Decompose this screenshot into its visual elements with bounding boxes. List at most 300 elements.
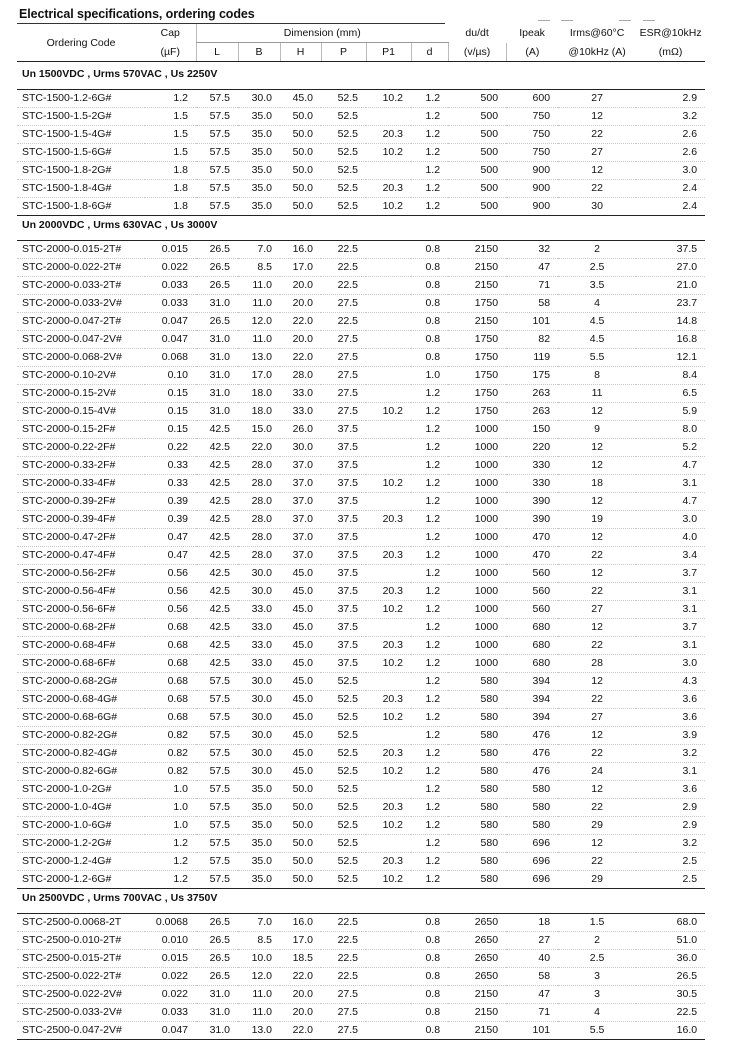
- cell-dim-l: 26.5: [196, 932, 238, 950]
- cell-dim-p1: 10.2: [366, 763, 411, 781]
- cell-ipeak: 750: [506, 108, 558, 126]
- cell-esr: 3.0: [636, 162, 705, 180]
- cell-dudt: 500: [448, 198, 506, 216]
- cell-irms: 2: [558, 241, 636, 259]
- cell-dim-p: 37.5: [321, 565, 366, 583]
- cell-dim-p: 27.5: [321, 295, 366, 313]
- cell-dim-l: 57.5: [196, 835, 238, 853]
- cell-dim-b: 12.0: [238, 968, 280, 986]
- cell-esr: 36.0: [636, 950, 705, 968]
- cell-ordering-code: STC-2000-0.68-6G#: [17, 709, 145, 727]
- cell-dudt: 1000: [448, 439, 506, 457]
- table-row: [17, 457, 705, 475]
- cell-dim-p1: 20.3: [366, 547, 411, 565]
- cell-irms: 4.5: [558, 313, 636, 331]
- cell-irms: 24: [558, 763, 636, 781]
- cell-dim-b: 28.0: [238, 493, 280, 511]
- cell-dim-b: 28.0: [238, 511, 280, 529]
- cell-irms: 1.5: [558, 914, 636, 932]
- cell-ordering-code: STC-2000-0.15-4V#: [17, 403, 145, 421]
- cell-dim-l: 57.5: [196, 709, 238, 727]
- cell-esr: 3.1: [636, 637, 705, 655]
- cell-dim-l: 57.5: [196, 180, 238, 198]
- cell-dim-p: 52.5: [321, 835, 366, 853]
- cell-ordering-code: STC-2000-0.033-2V#: [17, 295, 145, 313]
- cell-dim-l: 42.5: [196, 439, 238, 457]
- cell-irms: 2.5: [558, 950, 636, 968]
- cell-ordering-code: STC-2000-0.022-2T#: [17, 259, 145, 277]
- cell-dim-h: 33.0: [280, 403, 321, 421]
- cell-esr: 3.1: [636, 583, 705, 601]
- cell-ipeak: 58: [506, 968, 558, 986]
- cell-ipeak: 696: [506, 853, 558, 871]
- cell-dim-p1: [366, 986, 411, 1004]
- cell-cap: 0.22: [145, 439, 196, 457]
- cell-dim-p1: 10.2: [366, 198, 411, 216]
- cell-dudt: 2150: [448, 241, 506, 259]
- cell-irms: 5.5: [558, 349, 636, 367]
- cell-cap: 1.5: [145, 126, 196, 144]
- cell-dim-p1: [366, 619, 411, 637]
- cell-dim-h: 20.0: [280, 1004, 321, 1022]
- cell-irms: 4: [558, 1004, 636, 1022]
- cell-dim-l: 57.5: [196, 799, 238, 817]
- cell-ordering-code: STC-2000-0.82-4G#: [17, 745, 145, 763]
- cell-esr: 14.8: [636, 313, 705, 331]
- cell-dim-p1: [366, 241, 411, 259]
- header-ordering-code: Ordering Code: [17, 24, 145, 62]
- cell-irms: 3: [558, 968, 636, 986]
- cell-dim-b: 13.0: [238, 1022, 280, 1040]
- section-heading: Un 2000VDC , Urms 630VAC , Us 3000V: [22, 219, 218, 231]
- table-row: [17, 259, 705, 277]
- table-row: [17, 914, 705, 932]
- cell-ordering-code: STC-2000-0.047-2T#: [17, 313, 145, 331]
- cell-irms: 12: [558, 619, 636, 637]
- header-dim-d: d: [411, 43, 448, 62]
- cell-esr: 3.1: [636, 763, 705, 781]
- cell-ipeak: 680: [506, 619, 558, 637]
- cell-dim-p: 37.5: [321, 421, 366, 439]
- cell-ipeak: 580: [506, 799, 558, 817]
- cell-ordering-code: STC-2500-0.0068-2T: [17, 914, 145, 932]
- cell-dim-b: 30.0: [238, 709, 280, 727]
- cell-dim-d: 1.2: [411, 565, 448, 583]
- cell-dudt: 2150: [448, 313, 506, 331]
- table-header: [17, 24, 705, 62]
- cell-dim-b: 12.0: [238, 313, 280, 331]
- cell-dim-h: 45.0: [280, 619, 321, 637]
- cell-dim-h: 45.0: [280, 655, 321, 673]
- cell-dim-h: 45.0: [280, 637, 321, 655]
- cell-esr: 5.9: [636, 403, 705, 421]
- table-row: [17, 511, 705, 529]
- cell-dim-p: 27.5: [321, 986, 366, 1004]
- cell-dim-h: 50.0: [280, 162, 321, 180]
- cell-ipeak: 32: [506, 241, 558, 259]
- cell-irms: 28: [558, 655, 636, 673]
- cell-dim-p: 37.5: [321, 619, 366, 637]
- cell-dim-p1: 20.3: [366, 180, 411, 198]
- cell-dim-p1: [366, 727, 411, 745]
- cell-cap: 0.56: [145, 565, 196, 583]
- cell-dim-d: 1.2: [411, 108, 448, 126]
- cell-ipeak: 330: [506, 475, 558, 493]
- cell-cap: 0.68: [145, 655, 196, 673]
- cell-dim-l: 42.5: [196, 493, 238, 511]
- cell-esr: 4.0: [636, 529, 705, 547]
- cell-ordering-code: STC-2000-0.39-2F#: [17, 493, 145, 511]
- cell-dim-d: 0.8: [411, 295, 448, 313]
- cell-ordering-code: STC-1500-1.5-6G#: [17, 144, 145, 162]
- cell-dim-p1: [366, 421, 411, 439]
- cell-dudt: 580: [448, 673, 506, 691]
- cell-dim-p: 52.5: [321, 709, 366, 727]
- cell-ipeak: 58: [506, 295, 558, 313]
- cell-ordering-code: STC-1500-1.8-2G#: [17, 162, 145, 180]
- cell-dim-l: 26.5: [196, 950, 238, 968]
- cell-dim-p1: [366, 493, 411, 511]
- cell-ordering-code: STC-2000-0.56-4F#: [17, 583, 145, 601]
- cell-cap: 1.0: [145, 799, 196, 817]
- cell-dim-d: 1.2: [411, 835, 448, 853]
- cell-dim-d: 1.2: [411, 817, 448, 835]
- cell-esr: 3.2: [636, 108, 705, 126]
- cell-ordering-code: STC-2000-0.33-4F#: [17, 475, 145, 493]
- cell-dudt: 580: [448, 835, 506, 853]
- cell-dim-p1: [366, 781, 411, 799]
- cell-dim-h: 37.0: [280, 457, 321, 475]
- cell-irms: 27: [558, 601, 636, 619]
- cell-dim-d: 1.2: [411, 162, 448, 180]
- cell-dim-l: 42.5: [196, 547, 238, 565]
- cell-dudt: 2150: [448, 1004, 506, 1022]
- cell-dim-h: 16.0: [280, 241, 321, 259]
- cell-dim-b: 35.0: [238, 799, 280, 817]
- cell-dim-d: 0.8: [411, 950, 448, 968]
- cell-dim-b: 35.0: [238, 835, 280, 853]
- cell-dim-b: 8.5: [238, 259, 280, 277]
- table-row: [17, 180, 705, 198]
- cell-dim-d: 1.2: [411, 198, 448, 216]
- cell-ipeak: 390: [506, 493, 558, 511]
- cell-cap: 0.33: [145, 457, 196, 475]
- cell-dim-d: 1.0: [411, 367, 448, 385]
- cell-dim-p: 27.5: [321, 403, 366, 421]
- table-row: [17, 475, 705, 493]
- header-irms: Irms@60°C: [569, 27, 625, 40]
- cell-dudt: 580: [448, 691, 506, 709]
- cell-dim-b: 11.0: [238, 986, 280, 1004]
- table-row: [17, 932, 705, 950]
- table-row: [17, 727, 705, 745]
- cell-dim-h: 50.0: [280, 781, 321, 799]
- cell-irms: 3: [558, 986, 636, 1004]
- cell-irms: 12: [558, 108, 636, 126]
- section-heading-row: [17, 216, 705, 236]
- cell-dim-p: 22.5: [321, 313, 366, 331]
- cell-dim-d: 1.2: [411, 126, 448, 144]
- cell-esr: 51.0: [636, 932, 705, 950]
- cell-ipeak: 750: [506, 144, 558, 162]
- cell-dim-d: 1.2: [411, 853, 448, 871]
- cell-dim-l: 42.5: [196, 421, 238, 439]
- cell-ordering-code: STC-2500-0.015-2T#: [17, 950, 145, 968]
- cell-ordering-code: STC-2000-1.2-6G#: [17, 871, 145, 889]
- cell-dim-h: 16.0: [280, 914, 321, 932]
- cell-dim-p: 37.5: [321, 439, 366, 457]
- table-row: [17, 565, 705, 583]
- table-row: [17, 835, 705, 853]
- cell-dim-p: 22.5: [321, 968, 366, 986]
- cell-dim-d: 1.2: [411, 511, 448, 529]
- cell-cap: 0.56: [145, 601, 196, 619]
- cell-irms: 12: [558, 457, 636, 475]
- cell-ipeak: 47: [506, 986, 558, 1004]
- cell-ipeak: 119: [506, 349, 558, 367]
- cell-esr: 3.0: [636, 655, 705, 673]
- cell-dim-b: 35.0: [238, 853, 280, 871]
- table-row: [17, 349, 705, 367]
- cell-ordering-code: STC-2000-0.068-2V#: [17, 349, 145, 367]
- cell-esr: 3.7: [636, 619, 705, 637]
- cell-dim-d: 1.2: [411, 457, 448, 475]
- cell-dim-p1: 10.2: [366, 871, 411, 889]
- cell-dim-p: 52.5: [321, 673, 366, 691]
- cell-ipeak: 900: [506, 180, 558, 198]
- table-row: [17, 655, 705, 673]
- cell-dim-l: 26.5: [196, 241, 238, 259]
- cell-dudt: 1000: [448, 529, 506, 547]
- cell-esr: 21.0: [636, 277, 705, 295]
- cell-ipeak: 470: [506, 529, 558, 547]
- cell-cap: 0.15: [145, 421, 196, 439]
- cell-dudt: 1750: [448, 367, 506, 385]
- cell-ordering-code: STC-2000-0.47-4F#: [17, 547, 145, 565]
- cell-cap: 0.82: [145, 763, 196, 781]
- cell-esr: 3.1: [636, 601, 705, 619]
- cell-dudt: 2650: [448, 932, 506, 950]
- cell-irms: 18: [558, 475, 636, 493]
- cell-esr: 12.1: [636, 349, 705, 367]
- cell-irms: 12: [558, 439, 636, 457]
- table-row: [17, 126, 705, 144]
- cell-ipeak: 470: [506, 547, 558, 565]
- table-row: [17, 162, 705, 180]
- cell-irms: 22: [558, 180, 636, 198]
- cell-cap: 0.047: [145, 1022, 196, 1040]
- table-row: [17, 313, 705, 331]
- cell-ordering-code: STC-2000-0.22-2F#: [17, 439, 145, 457]
- section-heading: Un 1500VDC , Urms 570VAC , Us 2250V: [22, 68, 218, 80]
- table-row: [17, 1004, 705, 1022]
- cell-dim-b: 28.0: [238, 547, 280, 565]
- cell-irms: 27: [558, 90, 636, 108]
- cell-dim-p1: 20.3: [366, 799, 411, 817]
- table-row: [17, 198, 705, 216]
- cell-dim-p: 27.5: [321, 1022, 366, 1040]
- cell-ordering-code: STC-2500-0.033-2V#: [17, 1004, 145, 1022]
- cell-ordering-code: STC-2000-0.68-4G#: [17, 691, 145, 709]
- cell-dim-p: 27.5: [321, 349, 366, 367]
- cell-dim-p: 22.5: [321, 914, 366, 932]
- cell-ipeak: 390: [506, 511, 558, 529]
- cell-dim-p1: [366, 673, 411, 691]
- cell-ordering-code: STC-2000-0.10-2V#: [17, 367, 145, 385]
- cell-dim-d: 1.2: [411, 763, 448, 781]
- cell-dim-p1: [366, 295, 411, 313]
- cell-dudt: 1000: [448, 475, 506, 493]
- cell-cap: 0.68: [145, 709, 196, 727]
- cell-esr: 16.0: [636, 1022, 705, 1040]
- cell-dim-l: 31.0: [196, 295, 238, 313]
- table-row: [17, 673, 705, 691]
- cell-dim-p: 52.5: [321, 162, 366, 180]
- cell-ordering-code: STC-1500-1.8-4G#: [17, 180, 145, 198]
- cell-cap: 0.022: [145, 968, 196, 986]
- cell-dim-p1: 10.2: [366, 601, 411, 619]
- cell-dim-p1: [366, 932, 411, 950]
- cell-esr: 6.5: [636, 385, 705, 403]
- table-row: [17, 295, 705, 313]
- cell-dim-l: 57.5: [196, 162, 238, 180]
- cell-dim-l: 57.5: [196, 817, 238, 835]
- cell-dim-d: 1.2: [411, 583, 448, 601]
- cell-irms: 12: [558, 565, 636, 583]
- cell-dim-p1: 20.3: [366, 637, 411, 655]
- cell-cap: 0.022: [145, 986, 196, 1004]
- cell-ipeak: 18: [506, 914, 558, 932]
- cell-dim-h: 17.0: [280, 932, 321, 950]
- cell-dim-p: 22.5: [321, 932, 366, 950]
- cell-dim-d: 1.2: [411, 421, 448, 439]
- cell-esr: 8.0: [636, 421, 705, 439]
- table-row: [17, 871, 705, 889]
- cell-cap: 1.8: [145, 198, 196, 216]
- cell-dim-d: 1.2: [411, 745, 448, 763]
- cell-dudt: 580: [448, 745, 506, 763]
- cell-dim-h: 20.0: [280, 295, 321, 313]
- cell-dim-p1: [366, 565, 411, 583]
- cell-ipeak: 394: [506, 673, 558, 691]
- cell-ipeak: 175: [506, 367, 558, 385]
- cell-irms: 22: [558, 799, 636, 817]
- table-row: [17, 781, 705, 799]
- cell-dim-p: 37.5: [321, 511, 366, 529]
- cell-irms: 12: [558, 403, 636, 421]
- cell-cap: 0.10: [145, 367, 196, 385]
- cell-esr: 2.4: [636, 180, 705, 198]
- header-esr: ESR@10kHz: [639, 27, 702, 40]
- cell-dudt: 1000: [448, 457, 506, 475]
- cell-dim-p1: [366, 349, 411, 367]
- cell-ipeak: 101: [506, 313, 558, 331]
- cell-dim-p: 52.5: [321, 108, 366, 126]
- cell-ordering-code: STC-2000-0.56-2F#: [17, 565, 145, 583]
- cell-ipeak: 394: [506, 691, 558, 709]
- cell-dim-d: 1.2: [411, 637, 448, 655]
- cell-dim-l: 42.5: [196, 601, 238, 619]
- cell-esr: 30.5: [636, 986, 705, 1004]
- cell-dudt: 500: [448, 108, 506, 126]
- cell-dim-h: 45.0: [280, 90, 321, 108]
- cell-dudt: 1750: [448, 331, 506, 349]
- cell-dim-d: 0.8: [411, 331, 448, 349]
- cell-esr: 3.6: [636, 691, 705, 709]
- cell-dim-b: 13.0: [238, 349, 280, 367]
- cell-dim-h: 50.0: [280, 817, 321, 835]
- cell-dim-d: 0.8: [411, 968, 448, 986]
- cell-dim-l: 26.5: [196, 313, 238, 331]
- cell-dim-p: 52.5: [321, 126, 366, 144]
- header-dudt: du/dt: [465, 27, 489, 40]
- section-heading: Un 2500VDC , Urms 700VAC , Us 3750V: [22, 892, 218, 904]
- cell-irms: 5.5: [558, 1022, 636, 1040]
- cell-dim-p: 22.5: [321, 259, 366, 277]
- cell-dim-d: 0.8: [411, 986, 448, 1004]
- cell-cap: 0.82: [145, 745, 196, 763]
- table-row: [17, 637, 705, 655]
- spec-table: [17, 24, 705, 1040]
- header-irms-unit: @10kHz (A): [558, 43, 636, 62]
- cell-dim-p: 37.5: [321, 637, 366, 655]
- cell-ordering-code: STC-2500-0.010-2T#: [17, 932, 145, 950]
- cell-dim-p: 27.5: [321, 385, 366, 403]
- cell-dudt: 500: [448, 126, 506, 144]
- cell-dim-d: 1.2: [411, 691, 448, 709]
- cell-irms: 11: [558, 385, 636, 403]
- cell-cap: 0.47: [145, 529, 196, 547]
- cell-dim-l: 31.0: [196, 1022, 238, 1040]
- cell-dim-p1: 20.3: [366, 691, 411, 709]
- cell-ipeak: 47: [506, 259, 558, 277]
- cell-dudt: 1000: [448, 583, 506, 601]
- cell-cap: 0.033: [145, 295, 196, 313]
- cell-esr: 3.4: [636, 547, 705, 565]
- cell-cap: 0.068: [145, 349, 196, 367]
- cell-ordering-code: STC-1500-1.5-4G#: [17, 126, 145, 144]
- cell-dim-p: 22.5: [321, 277, 366, 295]
- cell-dudt: 1000: [448, 565, 506, 583]
- cell-ipeak: 900: [506, 162, 558, 180]
- cell-esr: 3.2: [636, 745, 705, 763]
- cell-dim-p1: 20.3: [366, 126, 411, 144]
- cell-dim-h: 26.0: [280, 421, 321, 439]
- cell-ipeak: 580: [506, 781, 558, 799]
- cell-irms: 4.5: [558, 331, 636, 349]
- cell-dim-b: 35.0: [238, 144, 280, 162]
- cell-dim-b: 11.0: [238, 1004, 280, 1022]
- table-row: [17, 763, 705, 781]
- cell-dim-h: 50.0: [280, 108, 321, 126]
- cell-dim-l: 57.5: [196, 781, 238, 799]
- cell-ipeak: 263: [506, 403, 558, 421]
- cell-dim-h: 37.0: [280, 493, 321, 511]
- cell-dim-h: 22.0: [280, 349, 321, 367]
- table-row: [17, 403, 705, 421]
- cell-dim-l: 42.5: [196, 511, 238, 529]
- cell-irms: 22: [558, 637, 636, 655]
- cell-cap: 0.15: [145, 403, 196, 421]
- cell-ipeak: 40: [506, 950, 558, 968]
- cell-ipeak: 696: [506, 835, 558, 853]
- header-dash: [538, 20, 550, 21]
- cell-dim-h: 45.0: [280, 745, 321, 763]
- header-ipeak-unit: (A): [506, 43, 558, 62]
- table-row: [17, 144, 705, 162]
- cell-dim-d: 0.8: [411, 241, 448, 259]
- cell-dim-h: 45.0: [280, 763, 321, 781]
